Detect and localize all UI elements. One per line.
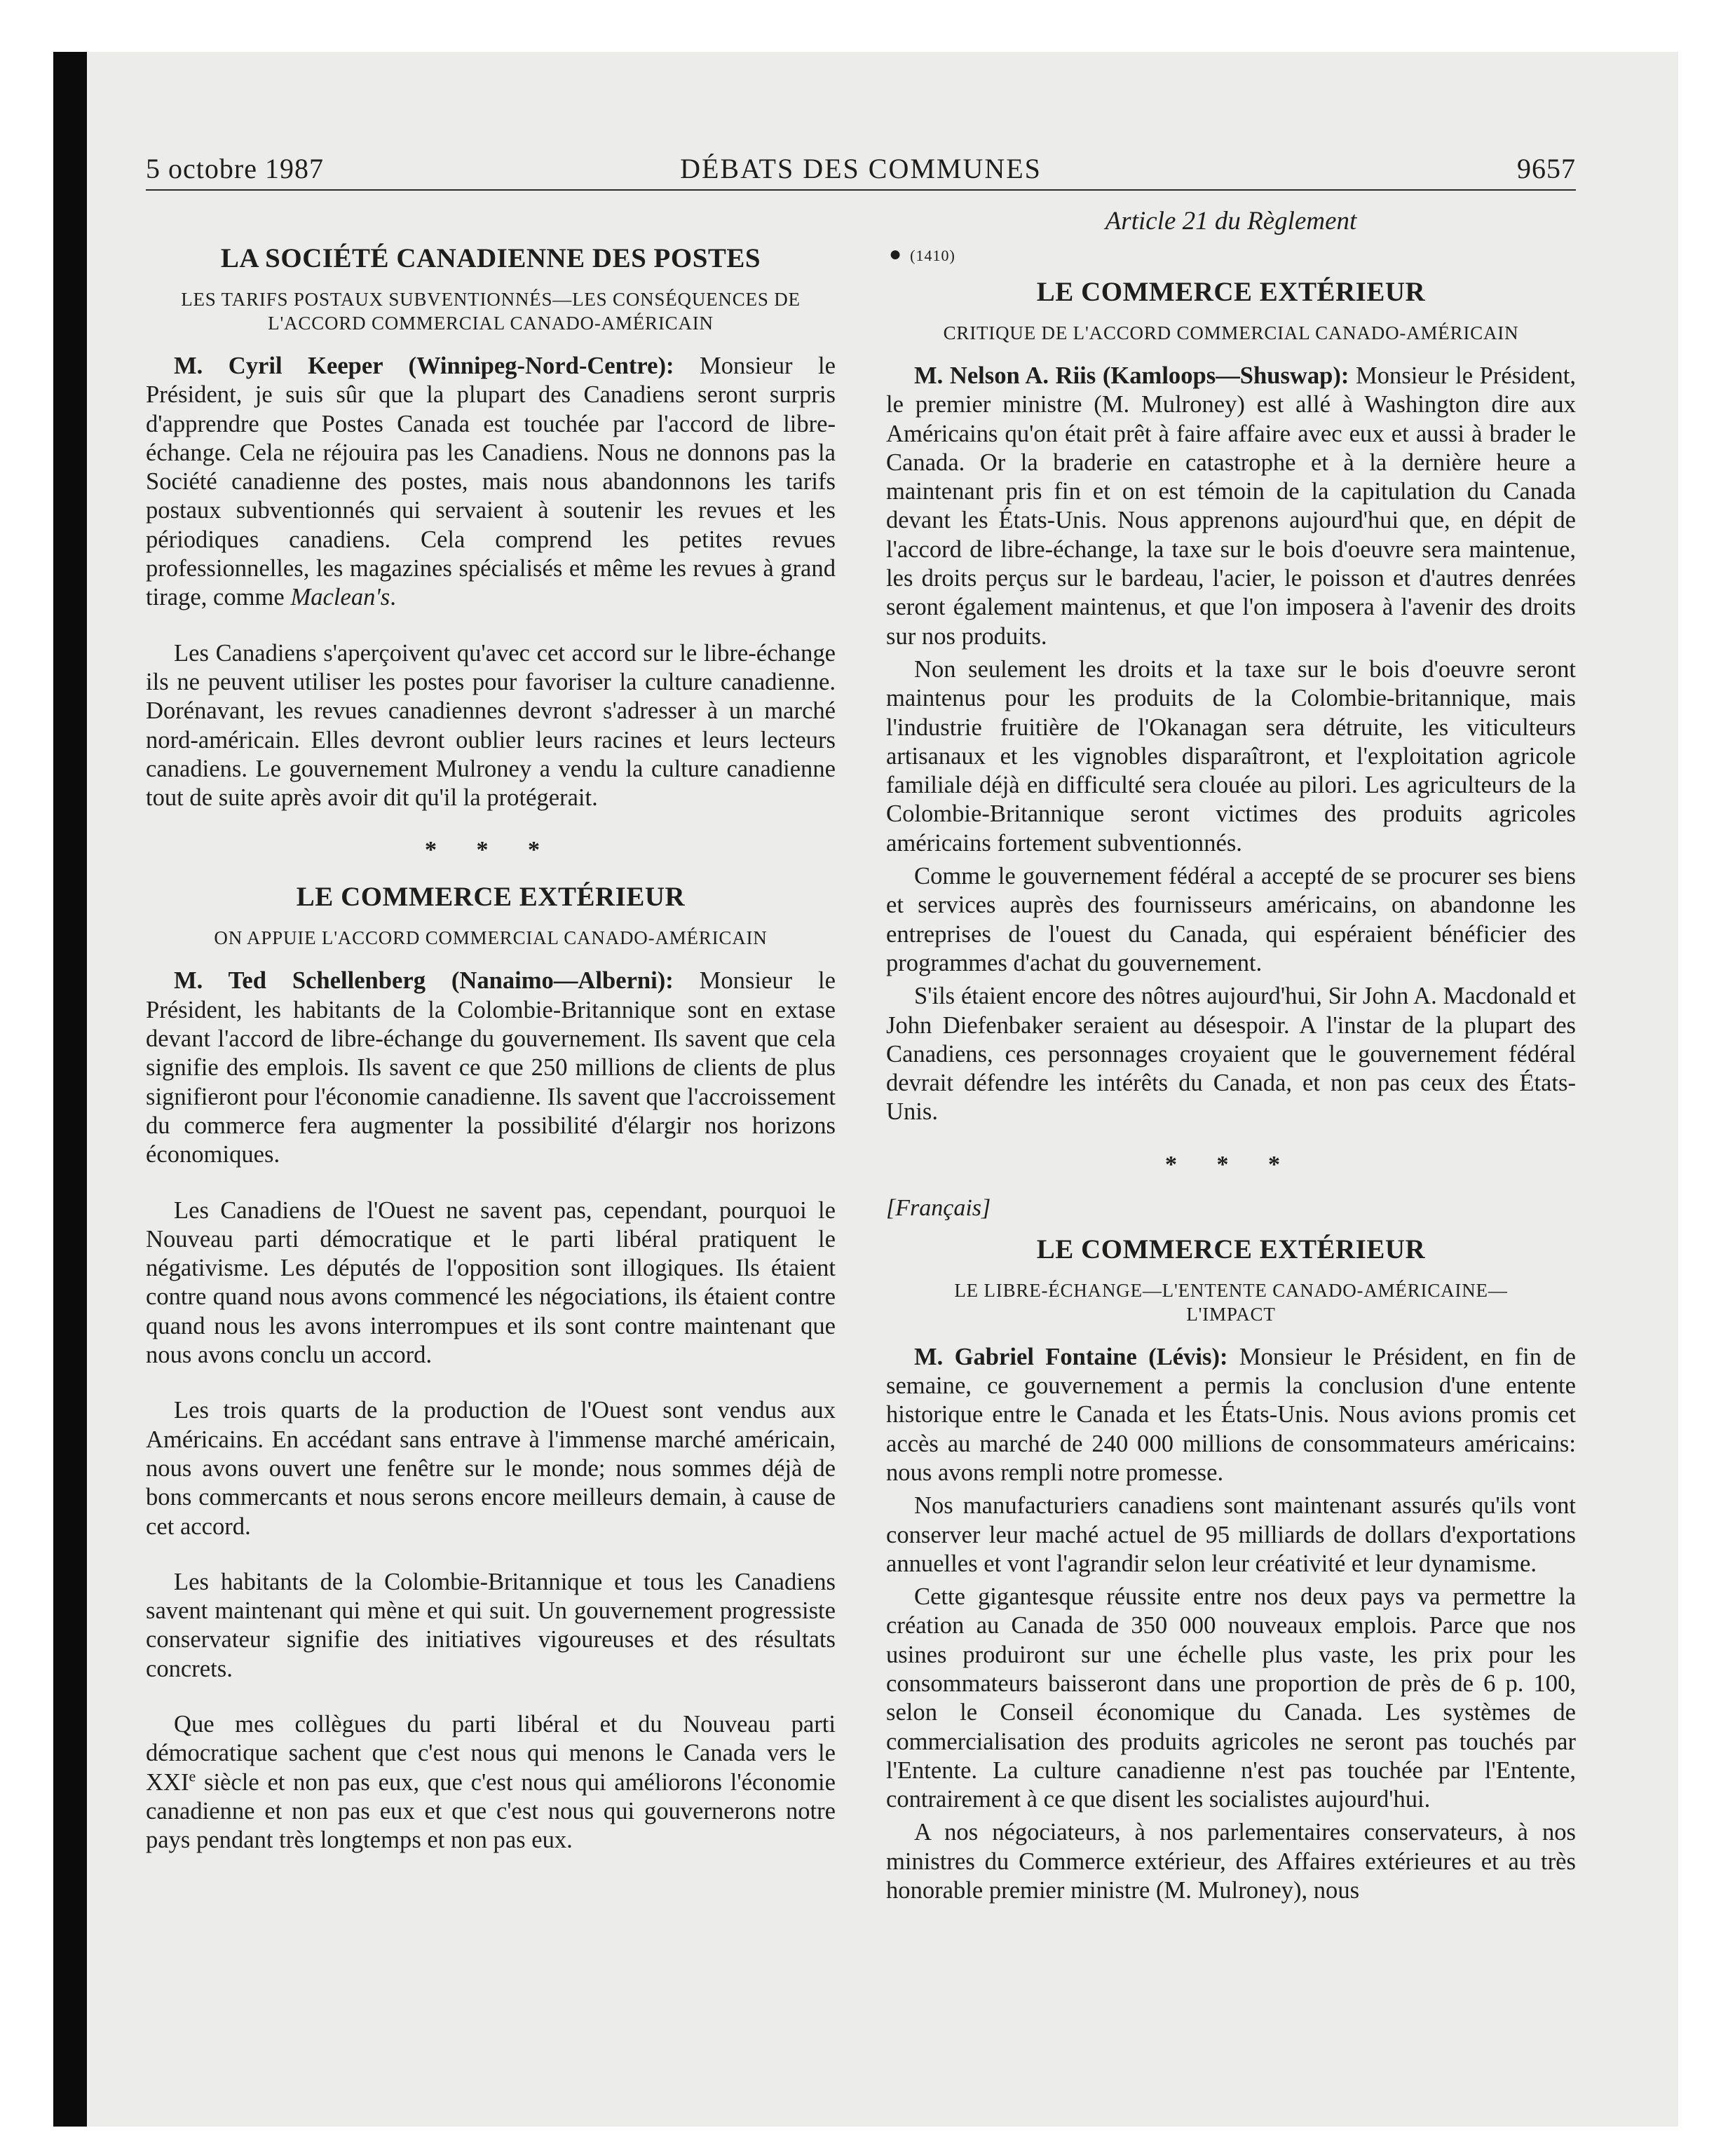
paragraph: Cette gigantesque réussite entre nos deux pays va permettre la création au Canada de 350 000 nouveaux emplois. Parce que nos usines produiront sur une échelle plus vaste, les prix pour les consommateurs baisseront dans une proportion de près de 6 p. 100, selon le Conseil économique du Canada. Les systèmes de commercialisation des produits agricoles ne seront pas touchés par l'Entente. La culture canadienne n'est pas touchée par l'Entente, contrairement à ce que disent les socialistes aujourd'hui. xyxy=(886,1583,1576,1813)
section-heading: LA SOCIÉTÉ CANADIENNE DES POSTES xyxy=(220,243,761,273)
paragraph: Non seulement les droits et la taxe sur le bois d'oeuvre seront maintenus pour les produits de la Colombie-britannique, mais l'industrie fruitière de l'Okanagan sera détruite, les viticulteurs artisanaux et les vignobles disparaîtront, et l'exploitation agricole familiale déjà en difficulté sera clouée au pilori. Les agriculteurs de la Colombie-Britannique seront victimes des produits agricoles américains fortement subventionnés. xyxy=(886,655,1576,857)
paragraph: M. Ted Schellenberg (Nanaimo—Alberni): Monsieur le Président, les habitants de la Colombie-Britannique sont en extase devant l'accord de libre-échange du gouvernement. Ils savent que cela signifie des emplois. Ils savent ce que 250 millions de clients de plus signifieront pour l'économie canadienne. Ils savent que l'accroissement du commerce fera augmenter la possibilité d'élargir nos horizons économiques. xyxy=(146,967,836,1168)
paragraph: M. Gabriel Fontaine (Lévis): Monsieur le Président, en fin de semaine, ce gouvernement a permis la conclusion d'une entente historique entre le Canada et les États-Unis. Nous avions promis cet accès au marché de 240 000 millions de consommateurs américains: nous avons rempli notre promesse. xyxy=(886,1343,1576,1486)
speaker-name: M. Ted Schellenberg (Nanaimo—Alberni): xyxy=(174,967,674,995)
right-column xyxy=(886,198,1576,1905)
binding-edge xyxy=(53,52,87,2127)
paragraph: Les Canadiens de l'Ouest ne savent pas, cependant, pourquoi le Nouveau parti démocratique et le parti libéral pratiquent le négativisme. Les députés de l'opposition sont illogiques. Ils étaient contre quand nous avons commencé les négociations, ils étaient contre quand nous les avons interrompues et ils sont contre maintenant que nous avons conclu un accord. xyxy=(146,1196,836,1369)
left-column xyxy=(146,198,836,1855)
header-date: 5 octobre 1987 xyxy=(146,153,324,184)
timestamp: (1410) xyxy=(910,247,955,264)
paragraph: Nos manufacturiers canadiens sont maintenant assurés qu'ils vont conserver leur maché actuel de 95 milliards de dollars d'exportations annuelles et vont l'agrandir selon leur créativité et leur dynamisme. xyxy=(886,1492,1576,1577)
paragraph: Les Canadiens s'aperçoivent qu'avec cet accord sur le libre-échange ils ne peuvent utiliser les postes pour favoriser la culture canadienne. Dorénavant, les revues canadiennes devront s'adresser à un marché nord-américain. Elles devront oublier leurs racines et leurs lecteurs canadiens. Le gouvernement Mulroney a vendu la culture canadienne tout de suite après avoir dit qu'il la protégerait. xyxy=(146,639,836,812)
speaker-name: M. Gabriel Fontaine (Lévis): xyxy=(914,1343,1228,1370)
section-subheading: LE LIBRE-ÉCHANGE—L'ENTENTE CANADO-AMÉRICAINE—L'IMPACT xyxy=(954,1279,1508,1325)
section-subheading: LES TARIFS POSTAUX SUBVENTIONNÉS—LES CONSÉQUENCES DE L'ACCORD COMMERCIAL CANADO-AMÉRICAIN xyxy=(181,289,801,334)
section-subheading: ON APPUIE L'ACCORD COMMERCIAL CANADO-AMÉRICAIN xyxy=(214,927,768,949)
section-heading: LE COMMERCE EXTÉRIEUR xyxy=(1036,1234,1426,1264)
speaker-name: M. Cyril Keeper (Winnipeg-Nord-Centre): xyxy=(174,353,674,379)
paragraph: Les trois quarts de la production de l'Ouest sont vendus aux Américains. En accédant sans entrave à l'immense marché américain, nous avons ouvert une fenêtre sur le monde; nous sommes déjà de bons commercants et nous serons encore meilleurs demain, à cause de cet accord. xyxy=(146,1397,836,1540)
time-marker xyxy=(886,241,1576,268)
section-heading: LE COMMERCE EXTÉRIEUR xyxy=(1036,277,1426,307)
section-separator: * * * xyxy=(425,837,557,864)
section-heading: LE COMMERCE EXTÉRIEUR xyxy=(296,882,686,913)
language-tag: [Français] xyxy=(886,1194,991,1221)
rubric: Article 21 du Règlement xyxy=(1105,207,1357,236)
page-number: 9657 xyxy=(1517,153,1576,184)
paragraph: S'ils étaient encore des nôtres aujourd'hui, Sir John A. Macdonald et John Diefenbaker seraient au désespoir. A l'instar de la plupart des Canadiens, ces personnages croyaient que le gouvernement fédéral devrait défendre les intérêts du Canada, et non pas ceux des États-Unis. xyxy=(886,983,1576,1126)
speaker-name: M. Nelson A. Riis (Kamloops—Shuswap): xyxy=(914,362,1349,389)
header-title: DÉBATS DES COMMUNES xyxy=(680,153,1042,184)
paragraph: A nos négociateurs, à nos parlementaires conservateurs, à nos ministres du Commerce extérieur, des Affaires extérieures et au très honorable premier ministre (M. Mulroney), nous xyxy=(886,1819,1576,1904)
bullet-icon: ● xyxy=(889,243,902,266)
paragraph: Que mes collègues du parti libéral et du Nouveau parti démocratique sachent que c'est nous qui menons le Canada vers le XXIe siècle et non pas eux, que c'est nous qui améliorons l'économie canadienne et non pas eux et que c'est nous qui gouvernerons notre pays pendant très longtemps et non pas eux. xyxy=(146,1710,836,1854)
section-subheading: CRITIQUE DE L'ACCORD COMMERCIAL CANADO-AMÉRICAIN xyxy=(943,322,1519,343)
paragraph: M. Cyril Keeper (Winnipeg-Nord-Centre): Monsieur le Président, je suis sûr que la plupart des Canadiens seront surpris d'apprendre que Postes Canada est touchée par l'accord de libre-échange. Cela ne réjouira pas les Canadiens. Nous ne donnons pas la Société canadienne des postes, mais nous abandonnons les tarifs postaux subventionnés qui servaient à soutenir les revues et les périodiques canadiens. Cela comprend les petites revues professionnelles, les magazines spécialisés et même les revues à grand tirage, comme Maclean's. xyxy=(146,353,836,611)
paragraph: M. Nelson A. Riis (Kamloops—Shuswap): Monsieur le Président, le premier ministre (M. Mulroney) est allé à Washington dire aux Américains qu'on était prêt à faire affaire avec eux et aussi à brader le Canada. Or la braderie en catastrophe et à la dernière heure a maintenant pris fin et on est témoin de la capitulation du Canada devant les États-Unis. Nous apprenons aujourd'hui que, en dépit de l'accord de libre-échange, la taxe sur le bois d'oeuvre sera maintenue, les droits perçus sur le bardeau, l'acier, le poisson et d'autres denrées seront également maintenus, et que l'on imposera à l'avenir des droits sur nos produits. xyxy=(886,362,1576,650)
paragraph: Les habitants de la Colombie-Britannique et tous les Canadiens savent maintenant qui mène et qui suit. Un gouvernement progressiste conservateur signifie des initiatives vigoureuses et des résultats concrets. xyxy=(146,1568,836,1682)
section-separator: * * * xyxy=(1165,1151,1297,1178)
paragraph: Comme le gouvernement fédéral a accepté de se procurer ses biens et services auprès des fournisseurs américains, on abandonne les entreprises de l'ouest du Canada, qui espéraient bénéficier des programmes d'achat du gouvernement. xyxy=(886,863,1576,976)
running-header xyxy=(146,149,1576,191)
